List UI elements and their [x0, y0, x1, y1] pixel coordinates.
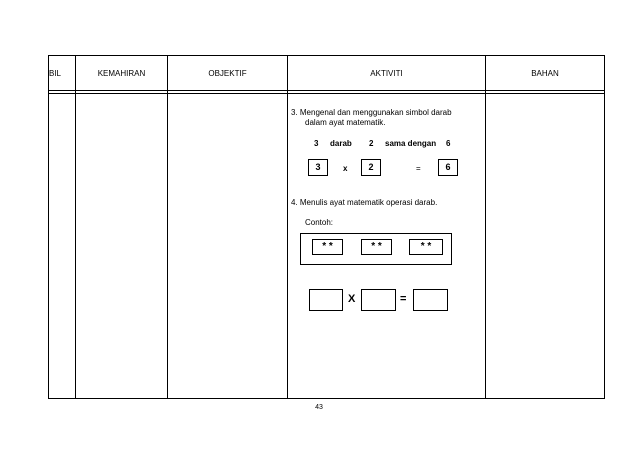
equation-box-c: 6: [438, 159, 458, 176]
group-box-1: * *: [312, 239, 343, 255]
answer-box-2: [361, 289, 396, 311]
group-box-3: * *: [409, 239, 443, 255]
answer-equals-sign: =: [400, 293, 407, 305]
sentence-a: 3: [314, 139, 319, 148]
answer-box-1: [309, 289, 343, 311]
header-aktiviti: AKTIVITI: [288, 56, 486, 91]
header-kemahiran: KEMAHIRAN: [76, 56, 168, 91]
cell-bil: [49, 94, 76, 399]
sentence-b: 2: [369, 139, 374, 148]
activity3-line2: dalam ayat matematik.: [305, 118, 386, 127]
header-row: [49, 56, 605, 91]
cell-aktiviti: [288, 94, 486, 399]
page-number: 43: [315, 404, 323, 411]
example-label: Contoh:: [305, 218, 334, 227]
activity4-line1: 4. Menulis ayat matematik operasi darab.: [291, 198, 438, 207]
header-bahan: BAHAN: [486, 56, 605, 91]
sentence-c: 6: [446, 139, 451, 148]
header-objektif: OBJEKTIF: [168, 56, 288, 91]
equation-times-sign: x: [343, 164, 348, 173]
equation-equals-sign: =: [416, 164, 421, 173]
sentence-times-word: darab: [330, 139, 352, 148]
cell-objektif: [168, 94, 288, 399]
activity3-line1: 3. Mengenal dan menggunakan simbol darab: [291, 108, 452, 117]
answer-times-sign: X: [348, 293, 356, 305]
header-bil: BIL: [49, 56, 76, 91]
answer-box-3: [413, 289, 448, 311]
group-box-2: * *: [361, 239, 392, 255]
cell-bahan: [486, 94, 605, 399]
equation-box-b: 2: [361, 159, 381, 176]
equation-box-a: 3: [308, 159, 328, 176]
content-row: [49, 94, 605, 399]
cell-kemahiran: [76, 94, 168, 399]
sentence-equals-word: sama dengan: [385, 139, 437, 148]
lesson-table: [48, 55, 605, 399]
